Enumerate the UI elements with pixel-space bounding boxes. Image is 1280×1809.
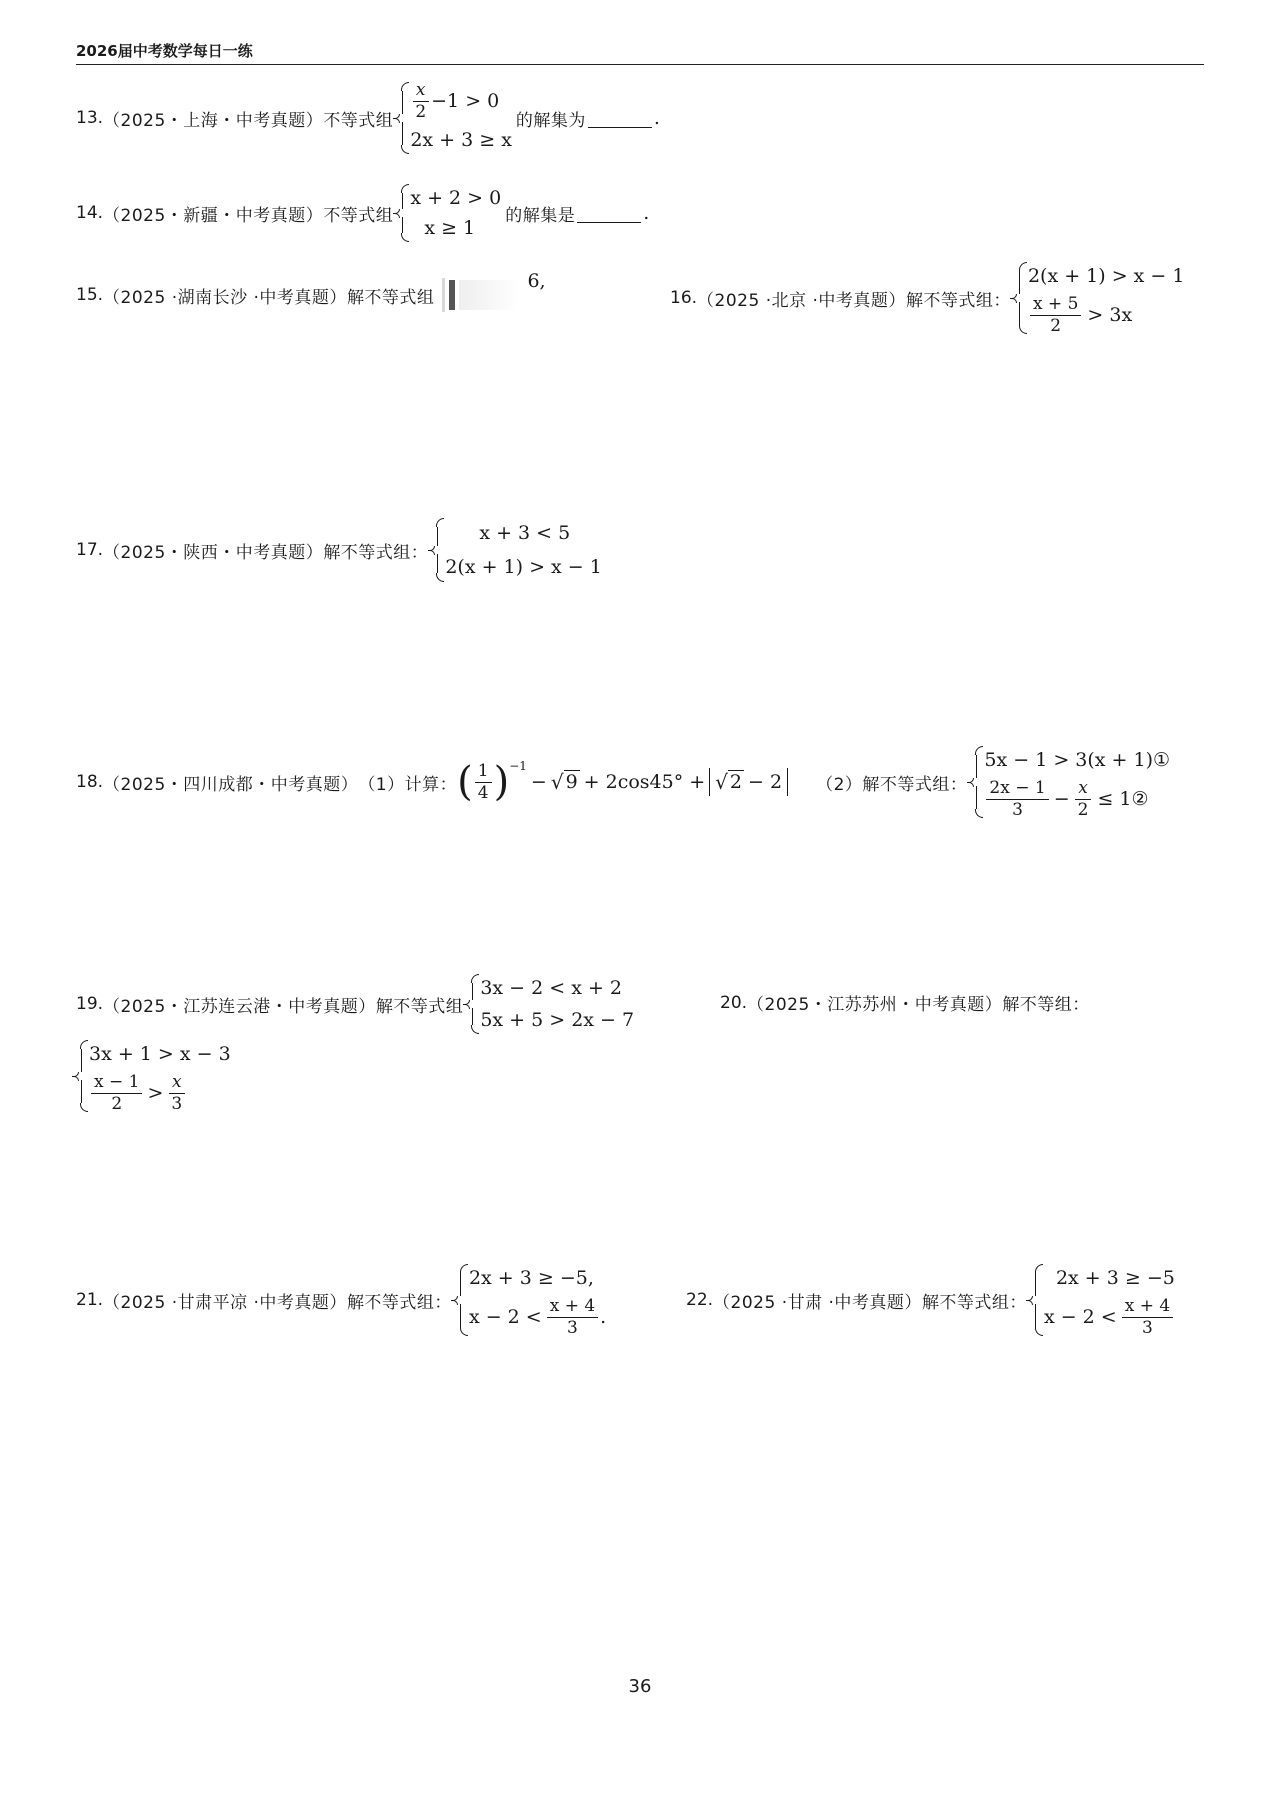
system-row-1: 3x + 1 > x − 3 [89, 1043, 231, 1065]
problem-source: （2025・新疆・中考真题） [103, 205, 324, 226]
inequality-system [456, 1264, 606, 1336]
problem-prompt: 解不等式组 [375, 996, 464, 1017]
problem-prompt: 不等式组 [323, 205, 394, 226]
problem-source: （2025・陕西・中考真题） [103, 542, 324, 563]
problem-tail: 的解集为 [515, 110, 586, 131]
problem-number: 14. [76, 203, 104, 223]
problem-prompt: 解不等组： [1002, 995, 1090, 1015]
system-row-2: 5x + 5 > 2x − 7 [480, 1009, 635, 1031]
problem-number: 18. [76, 772, 104, 792]
problem-end: . [643, 202, 650, 224]
inequality-system [397, 184, 501, 242]
inequality-system [467, 974, 634, 1034]
problem-prompt: 不等式组 [323, 110, 394, 131]
problem-14 [76, 184, 649, 242]
problem-source: （2025 ·湖南长沙 ·中考真题） [103, 287, 347, 308]
system-row-2: $\frac{x + 5}{2}$ > 3x [1028, 296, 1185, 334]
system-row-2: 2(x + 1) > x − 1 [445, 556, 602, 578]
inequality-system [397, 79, 512, 154]
fragment-text: 6, [527, 270, 546, 292]
system-row-2: x − 2 < $\frac{x + 4}{3}$ [1044, 1298, 1175, 1336]
left-brace [1015, 262, 1025, 334]
problem-source: （2025・四川成都・中考真题） [103, 774, 359, 795]
problem-source: （2025 ·北京 ·中考真题） [697, 290, 906, 311]
problem-prompt: 解不等式组： [921, 1292, 1027, 1313]
problem-number: 20. [720, 992, 748, 1013]
inequality-system [432, 518, 602, 582]
header-rule [76, 64, 1204, 65]
problem-source: （2025 ·甘肃平凉 ·中考真题） [103, 1292, 347, 1313]
problem-18 [76, 746, 1174, 818]
problem-number: 22. [686, 1290, 714, 1310]
system-row-1: 3x − 2 < x + 2 [480, 977, 623, 999]
broken-image-fragment [442, 278, 519, 312]
system-row-1: 2x + 3 ≥ −5 [1055, 1267, 1175, 1289]
left-brace [76, 1040, 86, 1112]
exponent: −1 [509, 759, 527, 773]
problem-number: 19. [76, 994, 104, 1014]
inequality-system [1031, 1264, 1175, 1336]
problem-16 [670, 262, 1188, 334]
system-row-1: $\frac{x}{2}$ −1 > 0 [410, 82, 512, 120]
left-brace [397, 184, 407, 242]
problem-source: （2025・江苏连云港・中考真题） [103, 996, 376, 1017]
problem-prompt: 解不等式组： [346, 1292, 452, 1313]
inequality-system [971, 746, 1170, 818]
system-row-1: x + 3 < 5 [479, 522, 571, 544]
absolute-value: √ 2 − 2 [709, 768, 788, 796]
problem-19 [76, 974, 638, 1034]
problem-source: （2025・上海・中考真题） [103, 110, 324, 131]
problem-22 [686, 1264, 1179, 1336]
inequality-system [76, 1040, 231, 1112]
problem-source: （2025・江苏苏州・中考真题） [747, 995, 1003, 1015]
system-row-2: $\frac{2x - 1}{3}$ − $\frac{x}{2}$ ≤ 1② [984, 780, 1170, 818]
system-row-1: 5x − 1 > 3(x + 1)① [984, 749, 1171, 771]
system-row-1: 2(x + 1) > x − 1 [1027, 265, 1185, 287]
problem-21 [76, 1264, 610, 1336]
answer-blank[interactable] [588, 109, 652, 128]
problem-end: . [653, 107, 660, 129]
problem-prompt: 解不等式组： [323, 542, 429, 563]
problem-number: 17. [76, 540, 104, 560]
left-brace [397, 82, 407, 154]
problem-source: （2025 ·甘肃 ·中考真题） [713, 1292, 922, 1313]
left-brace [456, 1264, 466, 1336]
problem-20-system [76, 1040, 235, 1112]
problem-20 [720, 990, 1090, 1015]
problem-13 [76, 79, 660, 154]
problem-number: 13. [76, 108, 104, 128]
system-row-2: 2x + 3 ≥ x [410, 129, 512, 151]
problem-number: 21. [76, 1290, 104, 1310]
problem-17 [76, 518, 606, 582]
system-row-2: x − 2 < $\frac{x + 4}{3}$ . [468, 1295, 607, 1338]
part2-label: （2）解不等式组： [816, 774, 968, 795]
problem-number: 15. [76, 285, 104, 305]
left-brace [1031, 1264, 1041, 1336]
page-number: 36 [628, 1676, 652, 1697]
part1-label: （1）计算： [358, 774, 458, 795]
inequality-system [1015, 262, 1185, 334]
system-row-2: $\frac{x - 1}{2}$ > $\frac{x}{3}$ [89, 1074, 231, 1112]
left-brace [971, 746, 981, 818]
problem-tail: 的解集是 [505, 205, 576, 226]
page-header-title: 2026届中考数学每日一练 [76, 42, 253, 60]
problem-15 [76, 270, 546, 312]
left-brace [467, 974, 477, 1034]
problem-prompt: 解不等式组 [346, 287, 435, 308]
system-row-1: 2x + 3 ≥ −5, [468, 1267, 594, 1289]
system-row-2: x ≥ 1 [424, 217, 476, 239]
system-row-1: x + 2 > 0 [410, 187, 502, 209]
calc-expression: ( $\frac{1}{4}$ ) −1 − √ 9 + 2cos45° + √ 2 − 2 [457, 762, 788, 802]
left-brace [432, 518, 442, 582]
problem-number: 16. [670, 288, 698, 308]
sqrt-9: √ 9 [550, 770, 578, 794]
answer-blank[interactable] [577, 204, 641, 223]
problem-prompt: 解不等式组： [905, 290, 1011, 311]
